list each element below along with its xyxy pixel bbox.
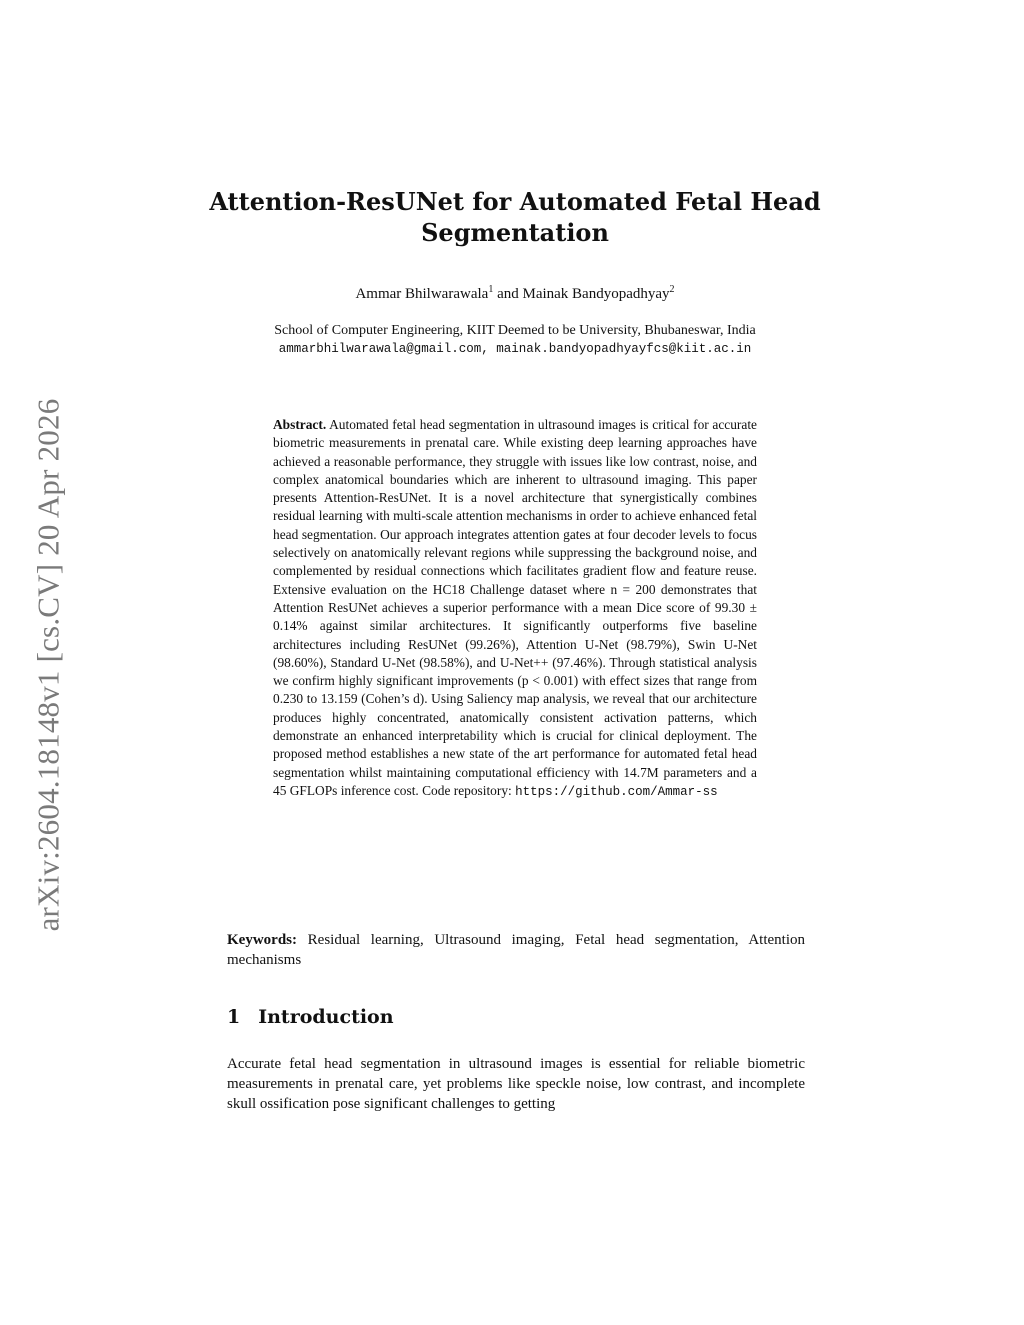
abstract	[273, 416, 757, 801]
section-number: 1	[227, 1006, 241, 1028]
keywords-label: Keywords:	[227, 932, 297, 948]
section-title: Introduction	[258, 1006, 394, 1028]
abstract-text: Automated fetal head segmentation in ultrasound images is critical for accurate biometric measurements in prenatal care. While existing deep learning approaches have achieved a reasonable performance, they struggle with issues like low contrast, noise, and complex anatomical boundaries which are inherent to ultrasound imaging. This paper presents Attention-ResUNet. It is a novel architecture that synergistically combines residual learning with multi-scale attention mechanisms in order to achieve enhanced fetal head segmentation. Our approach integrates attention gates at four decoder levels to focus selectively on anatomically relevant regions while suppressing the background noise, and complemented by residual connections which facilitates gradient flow and feature reuse. Extensive evaluation on the HC18 Challenge dataset where n = 200 demonstrates that Attention ResUNet achieves a superior performance with a mean Dice score of 99.30 ± 0.14% against similar architectures. It significantly outperforms five baseline architectures including ResUNet (99.26%), Attention U-Net (98.79%), Swin U-Net (98.60%), Standard U-Net (98.58%), and U-Net++ (97.46%). Through statistical analysis we confirm highly significant improvements (p < 0.001) with effect sizes that range from 0.230 to 13.159 (Cohen’s d). Using Saliency map analysis, we reveal that our architecture produces highly concentrated, anatomically consistent activation patterns, which demonstrate an enhanced interpretability which is crucial for clinical deployment. The proposed method establishes a new state of the art performance for automated fetal head segmentation whilst maintaining computational efficiency with 14.7M parameters and a 45 GFLOPs inference cost. Code repository:	[273, 417, 758, 798]
author-joiner: and	[493, 286, 523, 302]
affiliation: School of Computer Engineering, KIIT Deemed to be University, Bhubaneswar, India	[274, 323, 756, 338]
keywords-text: Residual learning, Ultrasound imaging, Fetal head segmentation, Attention mechanisms	[227, 932, 806, 968]
introduction-paragraph: Accurate fetal head segmentation in ultrasound images is essential for reliable biometric measurements in prenatal care, yet problems like speckle noise, low contrast, and incomplete skull ossification pose significant challenges to getting	[227, 1056, 805, 1112]
arxiv-stamp	[28, 370, 68, 960]
arxiv-identifier: arXiv:2604.18148v1 [cs.CV] 20 Apr 2026	[30, 398, 65, 932]
author-second-affil-mark: 2	[669, 284, 675, 295]
author-line	[200, 284, 830, 303]
author-emails: ammarbhilwarawala@gmail.com, mainak.bandyopadhyayfcs@kiit.ac.in	[278, 342, 752, 356]
author-first: Ammar Bhilwarawala	[355, 286, 489, 302]
paper-title: Attention-ResUNet for Automated Fetal Head Segmentation	[209, 187, 821, 247]
repository-link[interactable]: https://github.com/Ammar-ss	[515, 784, 718, 799]
author-second: Mainak Bandyopadhyay	[522, 286, 670, 302]
affiliation-block	[200, 321, 830, 359]
author-first-affil-mark: 1	[488, 284, 494, 295]
abstract-label: Abstract.	[273, 417, 327, 432]
keywords	[227, 930, 805, 970]
section-heading	[227, 1006, 394, 1028]
